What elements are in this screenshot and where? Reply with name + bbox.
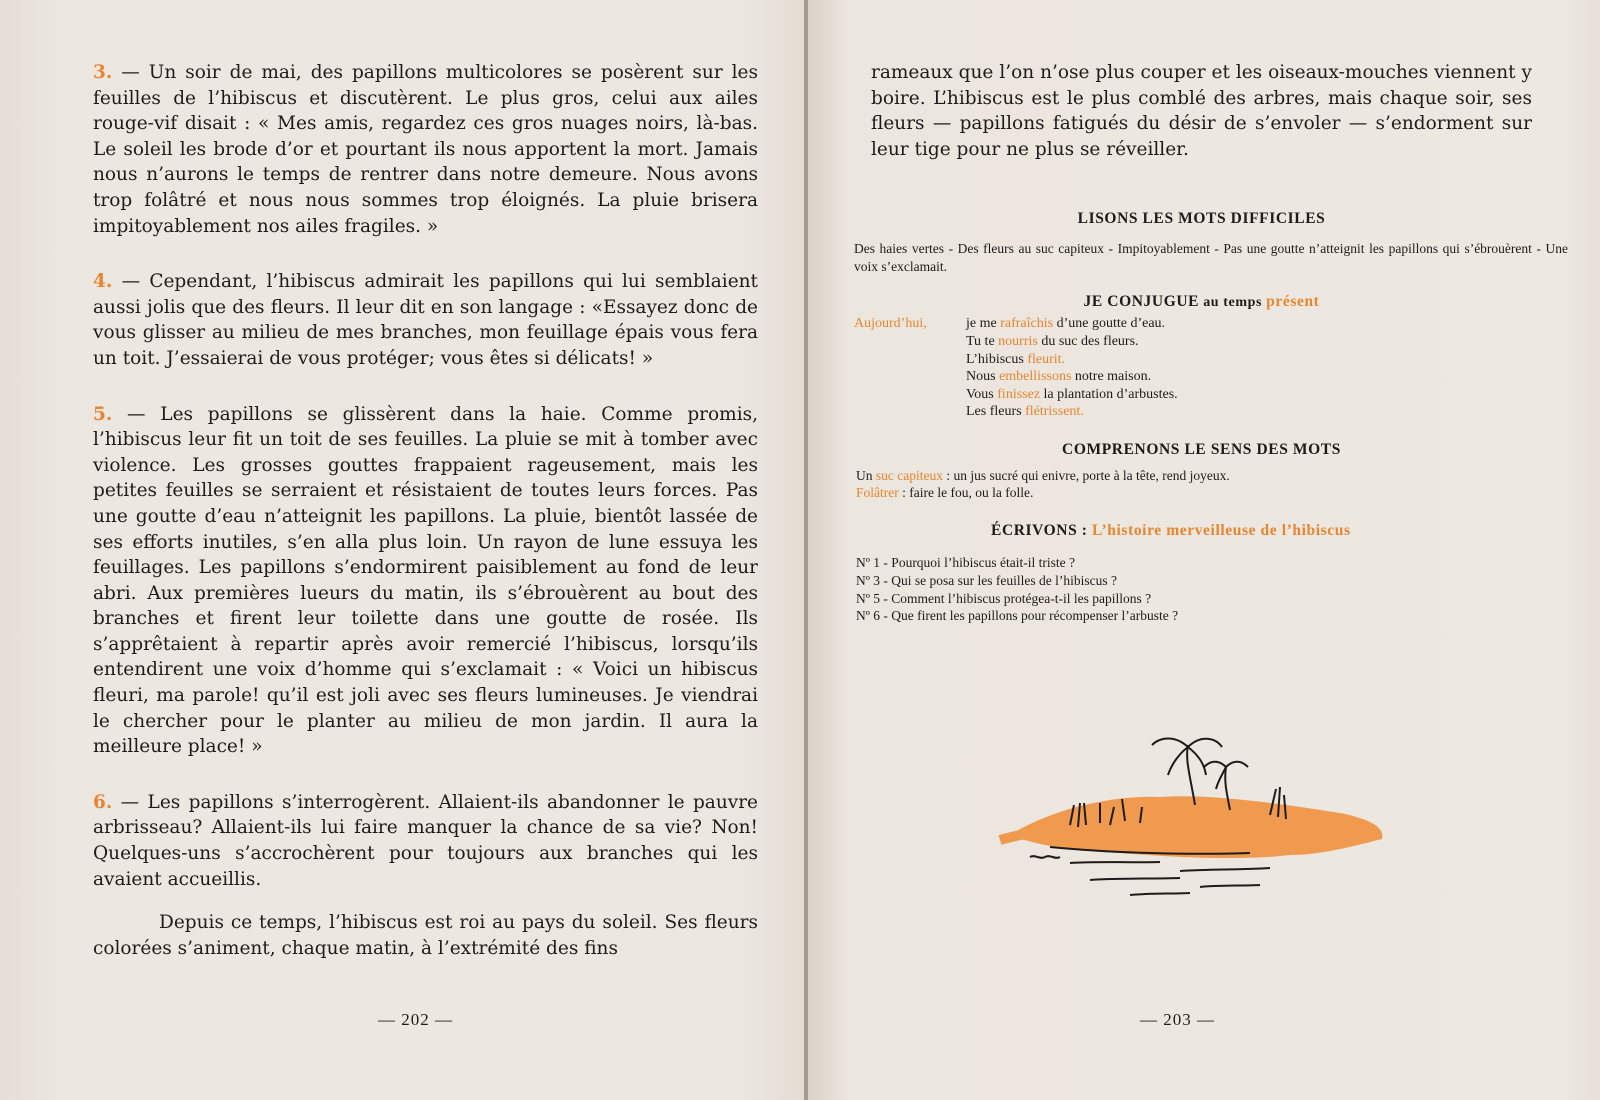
conjugate-tense: présent [1266,293,1320,311]
writing-sep: : [1077,521,1093,539]
conjugation-line: Nous embellissons notre maison. [966,369,1152,385]
continuation-paragraph: rameaux que l’on n’ose plus couper et les oiseaux-mouches viennent y boire. L’hibiscus est le plus comblé des arbres, mais chaque soir, ses fleurs — papillons fatigués du désir de s’envoler — s’endorment sur leur tige pour ne plus se réveiller. [871,62,1532,160]
right-text-column [854,60,1568,625]
paragraph-4 [93,269,758,371]
island-palm-illustration [990,735,1430,925]
meaning-entries [856,467,1532,502]
writing-heading [871,522,1532,540]
difficult-words-text: Des haies vertes - Des fleurs au suc capiteux - Impitoyablement - Pas une goutte n’atteignit les papillons qui s’ébrouèrent - Une voix s’exclamait. [854,241,1568,274]
paragraph-5 [93,402,758,760]
meaning-entry: Folâtrer : faire le fou, ou la folle. [856,485,1034,501]
conjugation-block [854,315,1532,421]
question-item: Nº 1 - Pourquoi l’hibiscus était-il triste ? [856,554,1076,570]
conjugation-intro: Aujourd’hui, [854,316,927,332]
paragraph-text: — Un soir de mai, des papillons multicolores se posèrent sur les feuilles de l’hibiscus et discutèrent. Le plus gros, celui aux ailes rouge-vif disait : « Mes amis, regardez ces gros nuages noirs, là-bas. Le soleil les brode d’or et pourtant ils nous apportent la mort. Jamais nous n’aurons le temps de rentrer dans notre demeure. Nous avons trop folâtré et nous nous sommes trop éloignés. La pluie brisera impitoyablement nos ailes fragiles. » [93,62,758,237]
conjugate-heading [871,293,1532,311]
conjugation-line: L’hibiscus fleurit. [966,351,1066,367]
left-text-column [93,60,758,961]
page-number-right: — 203 — [1140,1010,1215,1029]
conjugation-line: Vous finissez la plantation d’arbustes. [966,386,1178,402]
question-item: Nº 3 - Qui se posa sur les feuilles de l’hibiscus ? [856,572,1118,588]
question-item: Nº 6 - Que firent les papillons pour récompenser l’arbuste ? [856,608,1179,624]
page-number-left: — 202 — [378,1010,453,1029]
paragraph-number: 3. [93,62,113,83]
difficult-words-heading: LISONS LES MOTS DIFFICILES [1077,210,1326,228]
paragraph-3 [93,60,758,239]
writing-title: ÉCRIVONS [991,521,1078,539]
writing-questions [856,554,1532,625]
conjugation-line: je me rafraîchis d’une goutte d’eau. [966,316,1166,332]
closing-paragraph: Depuis ce temps, l’hibiscus est roi au pays du soleil. Ses fleurs colorées s’animent, chaque matin, à l’extrémité des fins [93,912,758,959]
paragraph-text: — Les papillons s’interrogèrent. Allaient-ils abandonner le pauvre arbrisseau? Allaient-ils lui faire manquer la chance de sa vie? Non! Quelques-uns s’accrochèrent pour toujours aux branches qui les avaient accueillis. [93,791,758,890]
paragraph-text: — Les papillons se glissèrent dans la haie. Comme promis, l’hibiscus leur fit un toit de ses feuilles. La pluie se mit à tomber avec violence. Les grosses gouttes frappaient rageusement, mais les petites feuilles se serraient et résistaient de toutes leurs forces. Pas une goutte d’eau n’atteignit les papillons. La pluie, bientôt lassée de ses efforts inutiles, s’en alla plus loin. Un rayon de lune essuya les feuillages. Les papillons s’endormirent paisiblement au fond de leur abri. Aux premières lueurs du matin, ils s’ébrouèrent au bout des branches et firent leur toilette dans une goutte de rosée. Ils s’apprêtaient à repartir après avoir remercié l’hibiscus, lorsqu’ils entendirent une voix d’homme qui s’exclamait : « Voici un hibiscus fleuri, ma parole! qu’il est joli avec ses fleurs lumineuses. Je viendrai le chercher pour le planter au milieu de mon jardin. Il aura la meilleure place! » [93,403,758,758]
paragraph-number: 5. [93,403,113,425]
paragraph-number: 6. [93,791,113,813]
meaning-entry: Un suc capiteux : un jus sucré qui enivre, porte à la tête, rend joyeux. [856,467,1230,483]
paragraph-number: 4. [93,271,113,293]
conjugate-connector: au temps [1199,295,1267,311]
question-item: Nº 5 - Comment l’hibiscus protégea-t-il les papillons ? [856,590,1152,606]
writing-subtitle: L’histoire merveilleuse de l’hibiscus [1092,521,1351,539]
conjugation-line: Les fleurs flétrissent. [966,404,1084,420]
meaning-heading: COMPRENONS LE SENS DES MOTS [1062,440,1341,458]
paragraph-text: — Cependant, l’hibiscus admirait les papillons qui lui semblaient aussi jolis que des fleurs. Il leur dit en son langage : «Essayez donc de vous glisser au milieu de mes branches, mon feuillage épais vous fera un toit. J’essaierai de vous protéger; vous êtes si délicats! » [93,271,758,369]
conjugation-line: Tu te nourris du suc des fleurs. [966,333,1139,349]
conjugation-lines [966,315,1532,421]
conjugate-title: JE CONJUGUE [1083,293,1200,311]
paragraph-6 [93,790,758,892]
